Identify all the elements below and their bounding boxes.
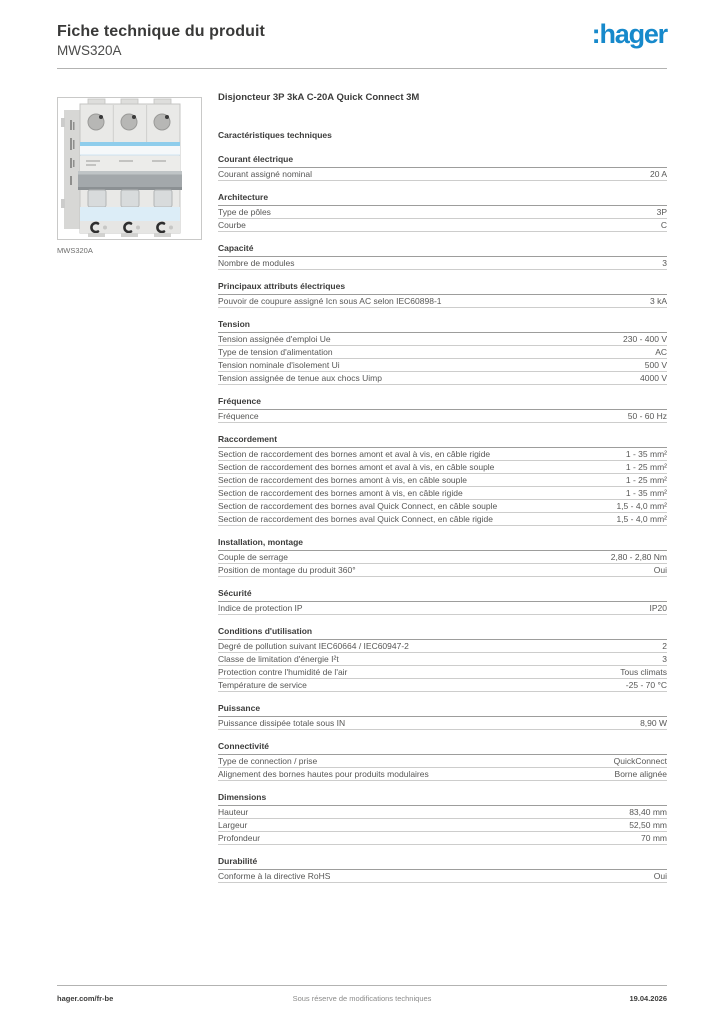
product-reference: MWS320A bbox=[57, 43, 122, 58]
spec-label: Type de tension d'alimentation bbox=[218, 347, 333, 357]
spec-value: QuickConnect bbox=[613, 756, 667, 766]
spec-value: 70 mm bbox=[641, 833, 667, 843]
spec-row bbox=[218, 819, 667, 832]
spec-value: 1 - 25 mm² bbox=[625, 462, 667, 472]
spec-row bbox=[218, 870, 667, 883]
spec-value: 1 - 35 mm² bbox=[625, 449, 667, 459]
specs-panel bbox=[218, 92, 667, 883]
spec-section bbox=[218, 154, 667, 181]
spec-value: 52,50 mm bbox=[629, 820, 667, 830]
spec-label: Section de raccordement des bornes amont et aval à vis, en câble rigide bbox=[218, 449, 491, 459]
spec-row bbox=[218, 500, 667, 513]
spec-label: Pouvoir de coupure assigné Icn sous AC selon IEC60898-1 bbox=[218, 296, 442, 306]
product-image-caption: MWS320A bbox=[57, 246, 93, 255]
spec-value: 2 bbox=[662, 641, 667, 651]
spec-label: Type de connection / prise bbox=[218, 756, 318, 766]
spec-row bbox=[218, 717, 667, 730]
spec-label: Fréquence bbox=[218, 411, 259, 421]
spec-section-title: Principaux attributs électriques bbox=[218, 281, 667, 295]
spec-row bbox=[218, 666, 667, 679]
spec-value: 3 kA bbox=[649, 296, 667, 306]
spec-section bbox=[218, 281, 667, 308]
spec-row bbox=[218, 410, 667, 423]
spec-value: 50 - 60 Hz bbox=[627, 411, 667, 421]
spec-label: Section de raccordement des bornes aval Quick Connect, en câble rigide bbox=[218, 514, 493, 524]
spec-section bbox=[218, 537, 667, 577]
footer-note: Sous réserve de modifications techniques bbox=[292, 994, 432, 1003]
spec-section bbox=[218, 434, 667, 526]
header-divider bbox=[57, 68, 667, 69]
spec-row bbox=[218, 448, 667, 461]
spec-label: Classe de limitation d'énergie I²t bbox=[218, 654, 339, 664]
spec-section bbox=[218, 626, 667, 692]
spec-row bbox=[218, 564, 667, 577]
spec-label: Température de service bbox=[218, 680, 307, 690]
spec-label: Section de raccordement des bornes amont à vis, en câble rigide bbox=[218, 488, 463, 498]
spec-section-title: Courant électrique bbox=[218, 154, 667, 168]
spec-section-title: Sécurité bbox=[218, 588, 667, 602]
spec-label: Largeur bbox=[218, 820, 248, 830]
product-title: Disjoncteur 3P 3kA C-20A Quick Connect 3M bbox=[218, 92, 420, 103]
spec-value: 8,90 W bbox=[640, 718, 667, 728]
spec-value: 3P bbox=[656, 207, 667, 217]
spec-value: 4000 V bbox=[640, 373, 667, 383]
footer-divider bbox=[57, 985, 667, 986]
spec-label: Position de montage du produit 360° bbox=[218, 565, 356, 575]
spec-value: AC bbox=[655, 347, 667, 357]
spec-label: Section de raccordement des bornes amont et aval à vis, en câble souple bbox=[218, 462, 495, 472]
spec-value: IP20 bbox=[649, 603, 667, 613]
spec-value: 1,5 - 4,0 mm² bbox=[616, 514, 667, 524]
spec-section-title: Puissance bbox=[218, 703, 667, 717]
spec-value: 2,80 - 2,80 Nm bbox=[610, 552, 667, 562]
spec-section-title: Installation, montage bbox=[218, 537, 667, 551]
spec-label: Degré de pollution suivant IEC60664 / IEC60947-2 bbox=[218, 641, 409, 651]
spec-label: Hauteur bbox=[218, 807, 249, 817]
spec-section-title: Dimensions bbox=[218, 792, 667, 806]
footer-website: hager.com/fr-be bbox=[57, 994, 114, 1003]
spec-value: 1,5 - 4,0 mm² bbox=[616, 501, 667, 511]
spec-value: Tous climats bbox=[620, 667, 667, 677]
spec-row bbox=[218, 474, 667, 487]
spec-label: Tension assignée d'emploi Ue bbox=[218, 334, 331, 344]
spec-label: Type de pôles bbox=[218, 207, 271, 217]
product-image-frame bbox=[57, 97, 202, 240]
spec-section-title: Capacité bbox=[218, 243, 667, 257]
hager-logo: :hager bbox=[591, 19, 667, 49]
spec-value: 1 - 35 mm² bbox=[625, 488, 667, 498]
page-title: Fiche technique du produit bbox=[57, 23, 265, 40]
spec-label: Protection contre l'humidité de l'air bbox=[218, 667, 348, 677]
spec-label: Alignement des bornes hautes pour produits modulaires bbox=[218, 769, 429, 779]
spec-label: Tension assignée de tenue aux chocs Uimp bbox=[218, 373, 382, 383]
spec-value: 1 - 25 mm² bbox=[625, 475, 667, 485]
spec-row bbox=[218, 640, 667, 653]
spec-row bbox=[218, 219, 667, 232]
spec-value: 20 A bbox=[649, 169, 667, 179]
spec-section-title: Durabilité bbox=[218, 856, 667, 870]
spec-section bbox=[218, 703, 667, 730]
spec-section bbox=[218, 856, 667, 883]
spec-row bbox=[218, 602, 667, 615]
spec-label: Puissance dissipée totale sous IN bbox=[218, 718, 346, 728]
spec-value: C bbox=[660, 220, 667, 230]
spec-section bbox=[218, 588, 667, 615]
spec-section-title: Tension bbox=[218, 319, 667, 333]
spec-row bbox=[218, 257, 667, 270]
spec-row bbox=[218, 333, 667, 346]
spec-label: Section de raccordement des bornes amont à vis, en câble souple bbox=[218, 475, 468, 485]
spec-value: Oui bbox=[653, 565, 667, 575]
spec-section-title: Fréquence bbox=[218, 396, 667, 410]
spec-value: Oui bbox=[653, 871, 667, 881]
spec-row bbox=[218, 372, 667, 385]
spec-row bbox=[218, 768, 667, 781]
footer-date: 19.04.2026 bbox=[629, 994, 667, 1003]
spec-row bbox=[218, 832, 667, 845]
spec-section bbox=[218, 792, 667, 845]
spec-value: -25 - 70 °C bbox=[625, 680, 667, 690]
circuit-breaker-photo bbox=[58, 98, 201, 239]
spec-row bbox=[218, 346, 667, 359]
spec-label: Indice de protection IP bbox=[218, 603, 303, 613]
specs-subtitle: Caractéristiques techniques bbox=[218, 130, 332, 140]
spec-label: Nombre de modules bbox=[218, 258, 295, 268]
spec-label: Conforme à la directive RoHS bbox=[218, 871, 331, 881]
spec-row bbox=[218, 513, 667, 526]
spec-row bbox=[218, 461, 667, 474]
spec-row bbox=[218, 653, 667, 666]
spec-value: 3 bbox=[662, 258, 667, 268]
spec-section-title: Connectivité bbox=[218, 741, 667, 755]
spec-row bbox=[218, 806, 667, 819]
spec-label: Profondeur bbox=[218, 833, 261, 843]
spec-value: Borne alignée bbox=[614, 769, 667, 779]
spec-section bbox=[218, 192, 667, 232]
spec-value: 230 - 400 V bbox=[623, 334, 667, 344]
spec-row bbox=[218, 755, 667, 768]
spec-sections bbox=[218, 154, 667, 883]
spec-row bbox=[218, 487, 667, 500]
spec-section bbox=[218, 319, 667, 385]
spec-row bbox=[218, 551, 667, 564]
spec-row bbox=[218, 679, 667, 692]
spec-value: 83,40 mm bbox=[629, 807, 667, 817]
spec-section bbox=[218, 243, 667, 270]
spec-row bbox=[218, 206, 667, 219]
spec-row bbox=[218, 168, 667, 181]
spec-label: Couple de serrage bbox=[218, 552, 288, 562]
spec-label: Section de raccordement des bornes aval Quick Connect, en câble souple bbox=[218, 501, 498, 511]
spec-label: Tension nominale d'isolement Ui bbox=[218, 360, 340, 370]
spec-section-title: Raccordement bbox=[218, 434, 667, 448]
spec-section-title: Architecture bbox=[218, 192, 667, 206]
spec-row bbox=[218, 295, 667, 308]
spec-label: Courant assigné nominal bbox=[218, 169, 313, 179]
spec-row bbox=[218, 359, 667, 372]
spec-label: Courbe bbox=[218, 220, 246, 230]
spec-value: 500 V bbox=[644, 360, 667, 370]
spec-section bbox=[218, 741, 667, 781]
spec-value: 3 bbox=[662, 654, 667, 664]
spec-section-title: Conditions d'utilisation bbox=[218, 626, 667, 640]
spec-section bbox=[218, 396, 667, 423]
